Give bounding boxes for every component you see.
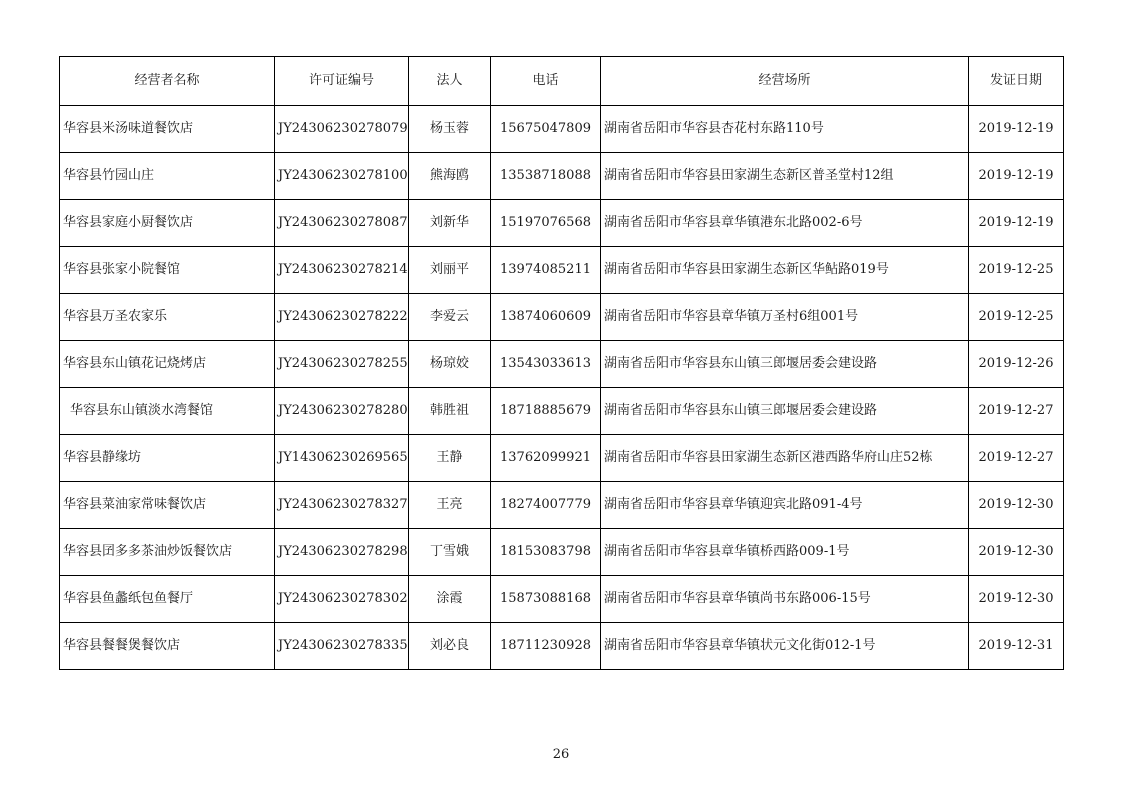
issue-date-cell: 2019-12-30: [969, 576, 1064, 623]
legal-representative-cell: 韩胜祖: [409, 388, 491, 435]
table-row: [60, 529, 1064, 576]
address-cell: 湖南省岳阳市华容县田家湖生态新区华鲇路019号: [601, 247, 969, 294]
issue-date-cell: 2019-12-30: [969, 482, 1064, 529]
issue-date-cell: 2019-12-30: [969, 529, 1064, 576]
operator-name-cell: 华容县米汤味道餐饮店: [60, 106, 275, 153]
table-header-row: [60, 57, 1064, 106]
address-cell: 湖南省岳阳市华容县章华镇尚书东路006-15号: [601, 576, 969, 623]
address-cell: 湖南省岳阳市华容县东山镇三郎堰居委会建设路: [601, 341, 969, 388]
address-cell: 湖南省岳阳市华容县章华镇港东北路002-6号: [601, 200, 969, 247]
header-business-address: 经营场所: [601, 57, 969, 106]
legal-representative-cell: 杨琼姣: [409, 341, 491, 388]
operator-name-cell: 华容县东山镇淡水湾餐馆: [60, 388, 275, 435]
issue-date-cell: 2019-12-26: [969, 341, 1064, 388]
table-row: [60, 341, 1064, 388]
issue-date-cell: 2019-12-19: [969, 200, 1064, 247]
table-row: [60, 153, 1064, 200]
header-issue-date: 发证日期: [969, 57, 1064, 106]
phone-cell: 15197076568: [491, 200, 601, 247]
license-number-cell: JY24306230278302: [275, 576, 409, 623]
header-phone: 电话: [491, 57, 601, 106]
table-row: [60, 623, 1064, 670]
license-number-cell: JY14306230269565: [275, 435, 409, 482]
address-cell: 湖南省岳阳市华容县章华镇桥西路009-1号: [601, 529, 969, 576]
license-number-cell: JY24306230278335: [275, 623, 409, 670]
table-row: [60, 435, 1064, 482]
legal-representative-cell: 王静: [409, 435, 491, 482]
operator-name-cell: 华容县鱼蠡纸包鱼餐厅: [60, 576, 275, 623]
legal-representative-cell: 王亮: [409, 482, 491, 529]
phone-cell: 15873088168: [491, 576, 601, 623]
phone-cell: 18274007779: [491, 482, 601, 529]
license-number-cell: JY24306230278327: [275, 482, 409, 529]
table-row: [60, 294, 1064, 341]
issue-date-cell: 2019-12-25: [969, 294, 1064, 341]
table-row: [60, 200, 1064, 247]
issue-date-cell: 2019-12-27: [969, 388, 1064, 435]
issue-date-cell: 2019-12-27: [969, 435, 1064, 482]
operator-name-cell: 华容县东山镇花记烧烤店: [60, 341, 275, 388]
phone-cell: 18718885679: [491, 388, 601, 435]
legal-representative-cell: 熊海鸥: [409, 153, 491, 200]
legal-representative-cell: 刘新华: [409, 200, 491, 247]
table-row: [60, 576, 1064, 623]
header-license-number: 许可证编号: [275, 57, 409, 106]
page-number: 26: [552, 747, 570, 762]
table-row: [60, 388, 1064, 435]
license-number-cell: JY24306230278079: [275, 106, 409, 153]
operator-name-cell: 华容县万圣农家乐: [60, 294, 275, 341]
legal-representative-cell: 李爱云: [409, 294, 491, 341]
permit-table: [59, 56, 1064, 670]
operator-name-cell: 华容县家庭小厨餐饮店: [60, 200, 275, 247]
phone-cell: 13974085211: [491, 247, 601, 294]
phone-cell: 13543033613: [491, 341, 601, 388]
license-number-cell: JY24306230278214: [275, 247, 409, 294]
issue-date-cell: 2019-12-31: [969, 623, 1064, 670]
phone-cell: 18153083798: [491, 529, 601, 576]
phone-cell: 13762099921: [491, 435, 601, 482]
license-number-cell: JY24306230278087: [275, 200, 409, 247]
header-legal-representative: 法人: [409, 57, 491, 106]
address-cell: 湖南省岳阳市华容县田家湖生态新区普圣堂村12组: [601, 153, 969, 200]
table-row: [60, 482, 1064, 529]
license-number-cell: JY24306230278100: [275, 153, 409, 200]
legal-representative-cell: 刘丽平: [409, 247, 491, 294]
license-number-cell: JY24306230278222: [275, 294, 409, 341]
phone-cell: 15675047809: [491, 106, 601, 153]
operator-name-cell: 华容县囝多多茶油炒饭餐饮店: [60, 529, 275, 576]
operator-name-cell: 华容县张家小院餐馆: [60, 247, 275, 294]
legal-representative-cell: 丁雪娥: [409, 529, 491, 576]
table-row: [60, 106, 1064, 153]
table-row: [60, 247, 1064, 294]
issue-date-cell: 2019-12-19: [969, 106, 1064, 153]
address-cell: 湖南省岳阳市华容县章华镇迎宾北路091-4号: [601, 482, 969, 529]
phone-cell: 13874060609: [491, 294, 601, 341]
license-number-cell: JY24306230278255: [275, 341, 409, 388]
legal-representative-cell: 涂霞: [409, 576, 491, 623]
phone-cell: 18711230928: [491, 623, 601, 670]
license-number-cell: JY24306230278280: [275, 388, 409, 435]
address-cell: 湖南省岳阳市华容县章华镇状元文化街012-1号: [601, 623, 969, 670]
issue-date-cell: 2019-12-19: [969, 153, 1064, 200]
legal-representative-cell: 刘必良: [409, 623, 491, 670]
license-number-cell: JY24306230278298: [275, 529, 409, 576]
address-cell: 湖南省岳阳市华容县田家湖生态新区港西路华府山庄52栋: [601, 435, 969, 482]
issue-date-cell: 2019-12-25: [969, 247, 1064, 294]
address-cell: 湖南省岳阳市华容县杏花村东路110号: [601, 106, 969, 153]
address-cell: 湖南省岳阳市华容县章华镇万圣村6组001号: [601, 294, 969, 341]
legal-representative-cell: 杨玉蓉: [409, 106, 491, 153]
operator-name-cell: 华容县菜油家常味餐饮店: [60, 482, 275, 529]
phone-cell: 13538718088: [491, 153, 601, 200]
header-operator-name: 经营者名称: [60, 57, 275, 106]
operator-name-cell: 华容县餐餐煲餐饮店: [60, 623, 275, 670]
operator-name-cell: 华容县静缘坊: [60, 435, 275, 482]
address-cell: 湖南省岳阳市华容县东山镇三郎堰居委会建设路: [601, 388, 969, 435]
operator-name-cell: 华容县竹园山庄: [60, 153, 275, 200]
